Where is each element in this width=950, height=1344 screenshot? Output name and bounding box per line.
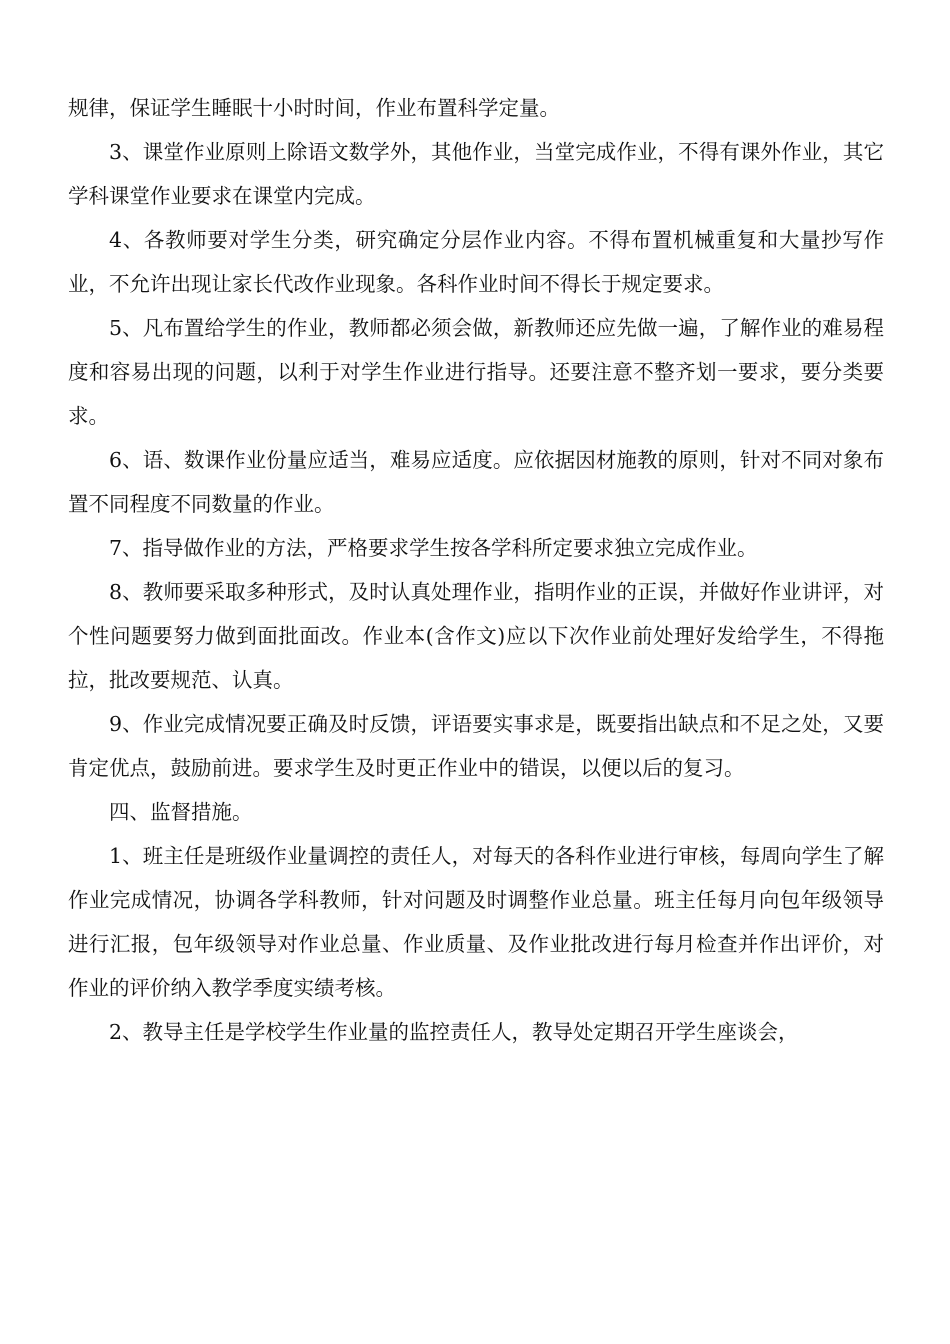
section-heading: 四、监督措施。: [109, 800, 253, 824]
paragraph-item-8: 8、教师要采取多种形式，及时认真处理作业，指明作业的正误，并做好作业讲评，对个性问题要努力做到面批面改。作业本(含作文)应以下次作业前处理好发给学生，不得拖拉，批改要规范、认真。: [68, 580, 884, 692]
paragraph-item-5: 5、凡布置给学生的作业，教师都必须会做，新教师还应先做一遍，了解作业的难易程度和容易出现的问题，以利于对学生作业进行指导。还要注意不整齐划一要求，要分类要求。: [68, 316, 884, 428]
paragraph-continuation: 规律，保证学生睡眠十小时时间，作业布置科学定量。: [68, 96, 560, 120]
paragraph-item-6: 6、语、数课作业份量应适当，难易应适度。应依据因材施教的原则，针对不同对象布置不同程度不同数量的作业。: [68, 448, 884, 516]
paragraph-item-9: 9、作业完成情况要正确及时反馈，评语要实事求是，既要指出缺点和不足之处，又要肯定优点，鼓励前进。要求学生及时更正作业中的错误，以便以后的复习。: [68, 712, 884, 780]
paragraph-supervision-2: 2、教导主任是学校学生作业量的监控责任人，教导处定期召开学生座谈会，: [109, 1020, 799, 1044]
paragraph-item-3: 3、课堂作业原则上除语文数学外，其他作业，当堂完成作业，不得有课外作业，其它学科课堂作业要求在课堂内完成。: [68, 140, 884, 208]
document-page: [68, 86, 884, 1054]
paragraph-supervision-1: 1、班主任是班级作业量调控的责任人，对每天的各科作业进行审核，每周向学生了解作业完成情况，协调各学科教师，针对问题及时调整作业总量。班主任每月向包年级领导进行汇报，包年级领导对作业总量、作业质量、及作业批改进行每月检查并作出评价，对作业的评价纳入教学季度实绩考核。: [68, 844, 884, 1000]
paragraph-item-7: 7、指导做作业的方法，严格要求学生按各学科所定要求独立完成作业。: [109, 536, 758, 560]
paragraph-item-4: 4、各教师要对学生分类，研究确定分层作业内容。不得布置机械重复和大量抄写作业，不允许出现让家长代改作业现象。各科作业时间不得长于规定要求。: [68, 228, 884, 296]
